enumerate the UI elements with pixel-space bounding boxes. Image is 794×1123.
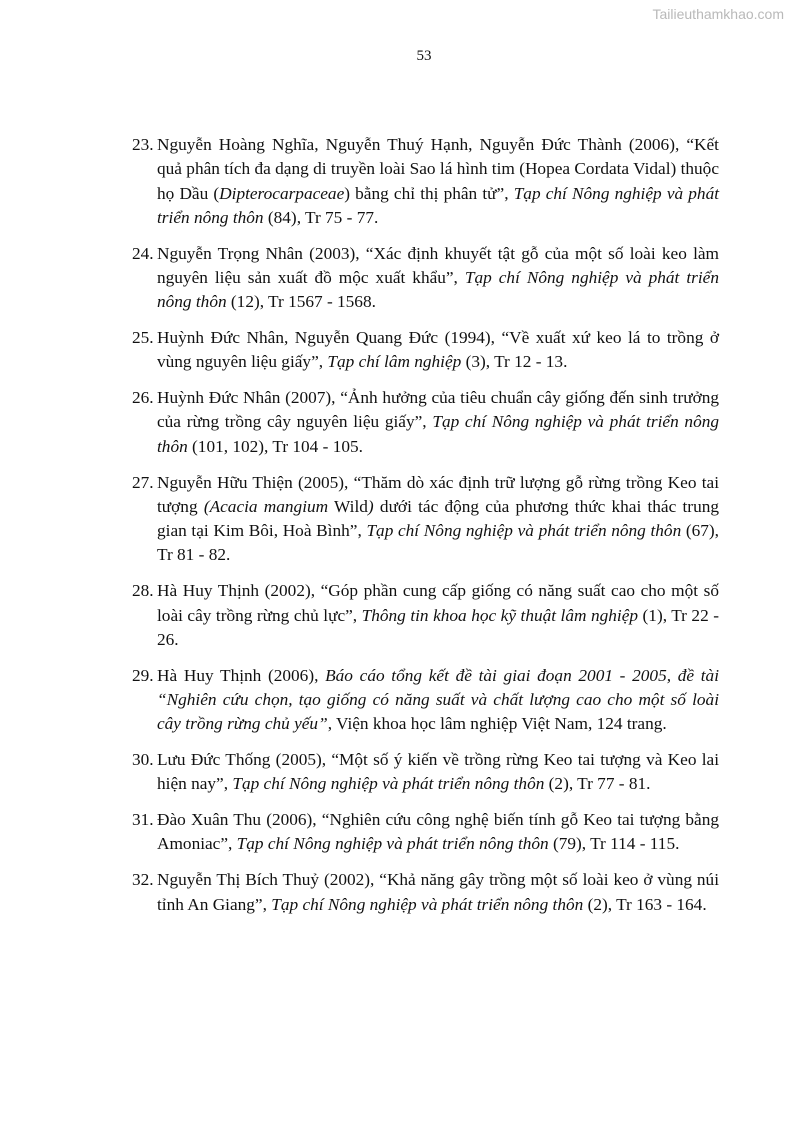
reference-text: Nguyễn Hoàng Nghĩa, Nguyễn Thuý Hạnh, Nguyễn Đức Thành (2006), “Kết quả phân tích đa dạng di truyền loài Sao lá hình tim (Hopea Cordata Vidal) thuộc họ Dầu ( bbox=[157, 135, 719, 203]
reference-text: Hà Huy Thịnh (2006), bbox=[157, 665, 326, 685]
reference-italic-text: Báo cáo tổng kết đề tài giai đoạn 2001 - 2005, đề tài “Nghiên cứu chọn, tạo giống có năng suất và chất lượng cao cho một số loài cây trồng rừng chủ yếu” bbox=[157, 665, 719, 734]
reference-text: (1), Tr 22 - 26. bbox=[157, 605, 719, 649]
watermark: Tailieuthamkhao.com bbox=[652, 6, 784, 22]
reference-text: (67), Tr 81 - 82. bbox=[157, 521, 719, 565]
page-number: 53 bbox=[416, 48, 432, 64]
reference-text: Nguyễn Hữu Thiện (2005), “Thăm dò xác định trữ lượng gỗ rừng trồng Keo tai tượng bbox=[157, 472, 719, 516]
reference-text: Đào Xuân Thu (2006), “Nghiên cứu công nghệ biến tính gỗ Keo tai tượng bằng Amoniac”, bbox=[157, 810, 719, 854]
reference-text: (84), Tr 75 - 77. bbox=[263, 207, 379, 227]
reference-text: (79), Tr 114 - 115. bbox=[548, 834, 680, 854]
reference-text: Hà Huy Thịnh (2002), “Góp phần cung cấp giống có năng suất cao cho một số loài cây trồng rừng chủ lực”, bbox=[157, 581, 719, 625]
reference-italic-text: Tạp chí Nông nghiệp và phát triển nông thôn bbox=[157, 267, 719, 312]
reference-text: (3), Tr 12 - 13. bbox=[461, 352, 568, 372]
reference-italic-text: (Acacia mangium bbox=[203, 496, 329, 516]
reference-italic-text: Tạp chí Nông nghiệp và phát triển nông thôn bbox=[271, 894, 584, 914]
reference-number: 26. bbox=[132, 388, 154, 408]
reference-number: 27. bbox=[132, 472, 154, 492]
reference-italic-text: Tạp chí Nông nghiệp và phát triển nông thôn bbox=[232, 774, 545, 794]
reference-number: 31. bbox=[132, 810, 154, 830]
reference-text: Huỳnh Đức Nhân (2007), “Ảnh hưởng của tiêu chuẩn cây giống đến sinh trưởng của rừng trồng cây nguyên liệu giấy”, bbox=[157, 388, 719, 432]
reference-italic-text: Tạp chí Nông nghiệp và phát triển nông thôn bbox=[366, 521, 682, 541]
reference-text: ) bằng chỉ thị phân tử”, bbox=[344, 183, 514, 203]
reference-text: Nguyễn Thị Bích Thuỷ (2002), “Khả năng gây trồng một số loài keo ở vùng núi tỉnh An Giang”, bbox=[157, 870, 719, 914]
reference-italic-text: Tạp chí lâm nghiệp bbox=[327, 352, 462, 372]
reference-item bbox=[132, 133, 719, 230]
reference-number: 25. bbox=[132, 328, 154, 348]
reference-item bbox=[132, 242, 719, 315]
reference-item bbox=[132, 326, 719, 375]
reference-text: Wild bbox=[328, 496, 368, 516]
reference-number: 24. bbox=[132, 243, 154, 263]
reference-number: 28. bbox=[132, 581, 154, 601]
reference-item bbox=[132, 748, 719, 797]
reference-text: (2), Tr 77 - 81. bbox=[544, 774, 651, 794]
reference-text: Nguyễn Trọng Nhân (2003), “Xác định khuyết tật gỗ của một số loài keo làm nguyên liệu sản xuất đồ mộc xuất khẩu”, bbox=[157, 243, 719, 287]
reference-number: 29. bbox=[132, 665, 154, 685]
reference-text: (101, 102), Tr 104 - 105. bbox=[187, 436, 363, 456]
reference-italic-text: Tạp chí Nông nghiệp và phát triển nông thôn bbox=[236, 834, 549, 854]
reference-italic-text: Tạp chí Nông nghiệp và phát triển nông thôn bbox=[157, 412, 719, 456]
reference-item bbox=[132, 868, 719, 917]
reference-italic-text: Dipterocarpaceae bbox=[219, 183, 345, 203]
reference-text: (12), Tr 1567 - 1568. bbox=[226, 292, 376, 312]
reference-item bbox=[132, 579, 719, 652]
reference-number: 30. bbox=[132, 750, 154, 770]
reference-italic-text: Thông tin khoa học kỹ thuật lâm nghiệp bbox=[361, 605, 639, 625]
reference-italic-text: ) bbox=[367, 496, 374, 516]
reference-number: 23. bbox=[132, 135, 154, 154]
reference-item bbox=[132, 664, 719, 737]
reference-list bbox=[132, 133, 719, 928]
reference-item bbox=[132, 386, 719, 459]
reference-number: 32. bbox=[132, 870, 154, 890]
reference-italic-text: Tạp chí Nông nghiệp và phát triển nông thôn bbox=[157, 183, 720, 227]
reference-text: Huỳnh Đức Nhân, Nguyễn Quang Đức (1994), “Về xuất xứ keo lá to trồng ở vùng nguyên liệu giấy”, bbox=[157, 328, 719, 372]
reference-item bbox=[132, 471, 719, 568]
reference-item bbox=[132, 808, 719, 857]
reference-text: dưới tác động của phương thức khai thác trung gian tại Kim Bôi, Hoà Bình”, bbox=[157, 496, 719, 541]
reference-text: Lưu Đức Thống (2005), “Một số ý kiến về trồng rừng Keo tai tượng và Keo lai hiện nay”, bbox=[157, 750, 719, 794]
reference-text: , Viện khoa học lâm nghiệp Việt Nam, 124 trang. bbox=[327, 714, 667, 734]
reference-text: (2), Tr 163 - 164. bbox=[583, 894, 707, 914]
